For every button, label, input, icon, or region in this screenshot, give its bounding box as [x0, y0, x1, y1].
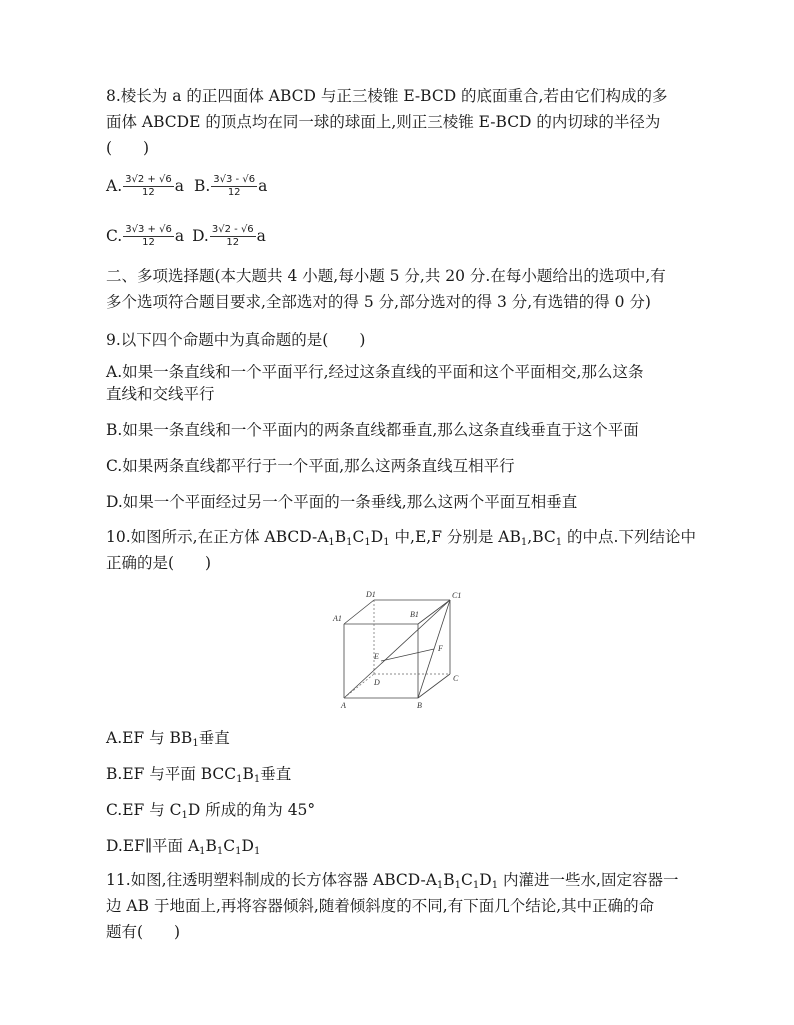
q11-line-1: 11.如图,往透明塑料制成的长方体容器 ABCD-$A_1B_1C_1D_1$ 内灌进一些水,固定容器一 — [106, 871, 679, 891]
q9-option-c: C.如果两条直线都平行于一个平面,那么这两条直线互相平行 — [106, 457, 515, 475]
q10-option-c: C.EF 与 $C_1D$ 所成的角为 45° — [106, 801, 316, 821]
label-d: D — [374, 678, 380, 687]
q8-option-a: A. $\frac{3√2 + √6}{12}$ a — [106, 173, 184, 198]
cube-figure — [330, 588, 465, 717]
q9-option-d: D.如果一个平面经过另一个平面的一条垂线,那么这两个平面互相垂直 — [106, 493, 578, 511]
q9-stem: 9.以下四个命题中为真命题的是( ) — [106, 331, 366, 349]
q10-stem-line-1: 10.如图所示,在正方体 ABCD-$A_1B_1C_1D_1$ 中,E,F 分别是 $AB_1,BC_1$ 的中点.下列结论中 — [106, 528, 696, 548]
q8-options-ab — [106, 172, 267, 200]
q11-line-2: 边 AB 于地面上,再将容器倾斜,随着倾斜度的不同,有下面几个结论,其中正确的命 — [106, 897, 655, 915]
q8-option-b: B. $\frac{3√3 - √6}{12}$ a — [193, 173, 268, 198]
q10-option-d: D.EF∥平面 $A_1B_1C_1D_1$ — [106, 837, 261, 857]
q10-stem-line-2: 正确的是( ) — [106, 554, 212, 572]
q9-option-a-line-1: A.如果一条直线和一个平面平行,经过这条直线的平面和这个平面相交,那么这条 — [106, 363, 644, 381]
label-c1: C1 — [452, 591, 462, 600]
label-a: A — [341, 701, 346, 710]
q10-option-b: B.EF 与平面 $BCC_1B_1$垂直 — [106, 765, 292, 785]
q8-option-d: D. $\frac{3√2 - √6}{12}$ a — [192, 223, 266, 248]
q10-option-a: A.EF 与 $BB_1$垂直 — [106, 729, 230, 749]
q9-option-b: B.如果一条直线和一个平面内的两条直线都垂直,那么这条直线垂直于这个平面 — [106, 421, 639, 439]
label-b1: B1 — [410, 610, 419, 619]
label-f: F — [438, 644, 443, 653]
label-b: B — [417, 701, 422, 710]
label-e: E — [374, 652, 379, 661]
label-c: C — [453, 674, 459, 683]
q11-line-3: 题有( ) — [106, 923, 181, 941]
q8-line-1: 8.棱长为 a 的正四面体 ABCD 与正三棱锥 E-BCD 的底面重合,若由它们构成的多 — [106, 87, 668, 105]
label-a1: A1 — [333, 614, 342, 623]
q9-option-a-line-2: 直线和交线平行 — [106, 385, 215, 403]
cube-diagram — [330, 588, 465, 713]
q8-line-2: 面体 ABCDE 的顶点均在同一球的球面上,则正三棱锥 E-BCD 的内切球的半径为 — [106, 113, 661, 131]
q8-paren: ( ) — [106, 139, 150, 157]
q8-option-c: C. $\frac{3√3 + √6}{12}$ a — [106, 223, 185, 248]
q8-options-cd — [106, 222, 266, 250]
label-d1: D1 — [366, 590, 376, 599]
section2-line-2: 多个选项符合题目要求,全部选对的得 5 分,部分选对的得 3 分,有选错的得 0 分) — [106, 293, 651, 311]
section2-line-1: 二、多项选择题(本大题共 4 小题,每小题 5 分,共 20 分.在每小题给出的选项中,有 — [106, 267, 666, 285]
